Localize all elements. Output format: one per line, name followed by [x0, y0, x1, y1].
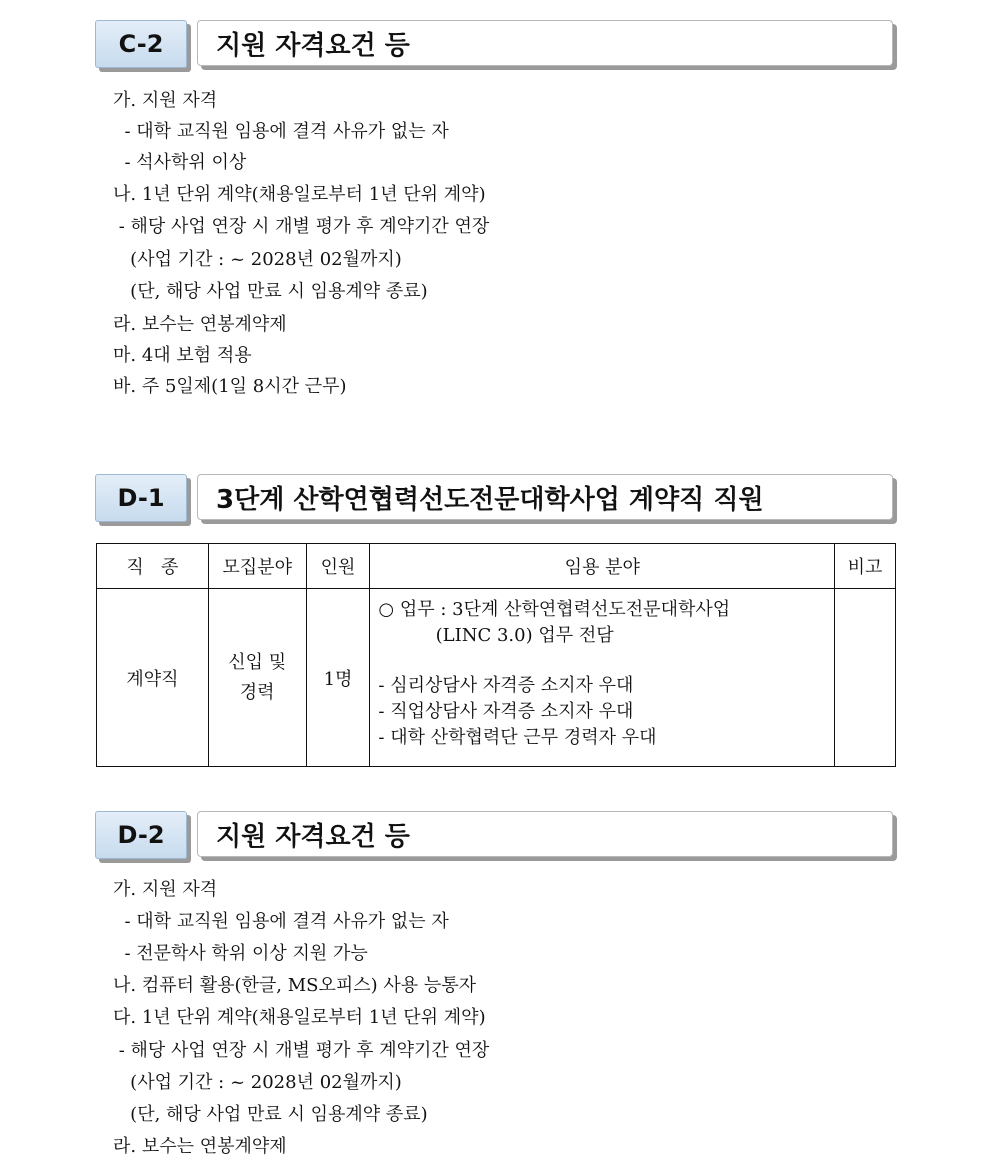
d2-line: (사업 기간 : ~ 2028년 02월까지)	[113, 1072, 402, 1093]
cell-field-line: 경력	[239, 681, 275, 703]
section-d1-header	[95, 474, 900, 526]
cell-field-line: 신입 및	[228, 651, 287, 673]
header-headcount: 인원	[306, 544, 370, 589]
cell-job-type: 계약직	[97, 589, 209, 767]
d2-line: (단, 해당 사업 만료 시 임용계약 종료)	[113, 1104, 428, 1125]
job-posting-table	[96, 543, 896, 767]
section-title: 지원 자격요건 등	[197, 811, 893, 857]
header-field: 모집분야	[208, 544, 306, 589]
section-d2-header	[95, 811, 900, 863]
c2-line: 가. 지원 자격	[113, 90, 218, 111]
section-code-badge: C-2	[95, 20, 187, 68]
c2-line: 마. 4대 보험 적용	[113, 345, 252, 366]
d2-line: - 전문학사 학위 이상 지원 가능	[113, 943, 368, 964]
header-job-type: 직 종	[97, 544, 209, 589]
d2-line: - 해당 사업 연장 시 개별 평가 후 계약기간 연장	[113, 1040, 490, 1061]
c2-line: (단, 해당 사업 만료 시 임용계약 종료)	[113, 281, 428, 302]
d2-line: 나. 컴퓨터 활용(한글, MS오피스) 사용 능통자	[113, 975, 477, 996]
section-code-badge: D-2	[95, 811, 187, 859]
cell-duty	[370, 589, 835, 767]
duty-line: (LINC 3.0) 업무 전담	[378, 625, 614, 646]
duty-line: ○ 업무 : 3단계 산학연협력선도전문대학사업	[378, 599, 731, 620]
c2-line: 바. 주 5일제(1일 8시간 근무)	[113, 376, 347, 397]
c2-line: - 석사학위 이상	[113, 152, 247, 173]
c2-line: - 해당 사업 연장 시 개별 평가 후 계약기간 연장	[113, 216, 490, 237]
section-title: 지원 자격요건 등	[197, 20, 893, 66]
header-duty: 임용 분야	[370, 544, 835, 589]
d2-line: 가. 지원 자격	[113, 879, 218, 900]
preference-item: - 직업상담사 자격증 소지자 우대	[378, 701, 634, 722]
header-remarks: 비고	[835, 544, 896, 589]
cell-headcount: 1명	[306, 589, 370, 767]
cell-field	[208, 589, 306, 767]
section-code-badge: D-1	[95, 474, 187, 522]
d2-line: 라. 보수는 연봉계약제	[113, 1136, 287, 1157]
section-c2-header	[95, 20, 900, 72]
d2-line: - 대학 교직원 임용에 결격 사유가 없는 자	[113, 911, 449, 932]
table-header-row	[97, 544, 896, 589]
c2-line: 라. 보수는 연봉계약제	[113, 314, 287, 335]
cell-remarks	[835, 589, 896, 767]
c2-line: (사업 기간 : ~ 2028년 02월까지)	[113, 249, 402, 270]
preference-item: - 대학 산학협력단 근무 경력자 우대	[378, 727, 657, 748]
c2-line: - 대학 교직원 임용에 결격 사유가 없는 자	[113, 121, 449, 142]
c2-line: 나. 1년 단위 계약(채용일로부터 1년 단위 계약)	[113, 184, 486, 205]
table-row	[97, 589, 896, 767]
d2-line: 다. 1년 단위 계약(채용일로부터 1년 단위 계약)	[113, 1007, 486, 1028]
preference-item: - 심리상담사 자격증 소지자 우대	[378, 675, 634, 696]
section-title: 3단계 산학연협력선도전문대학사업 계약직 직원	[197, 474, 893, 520]
